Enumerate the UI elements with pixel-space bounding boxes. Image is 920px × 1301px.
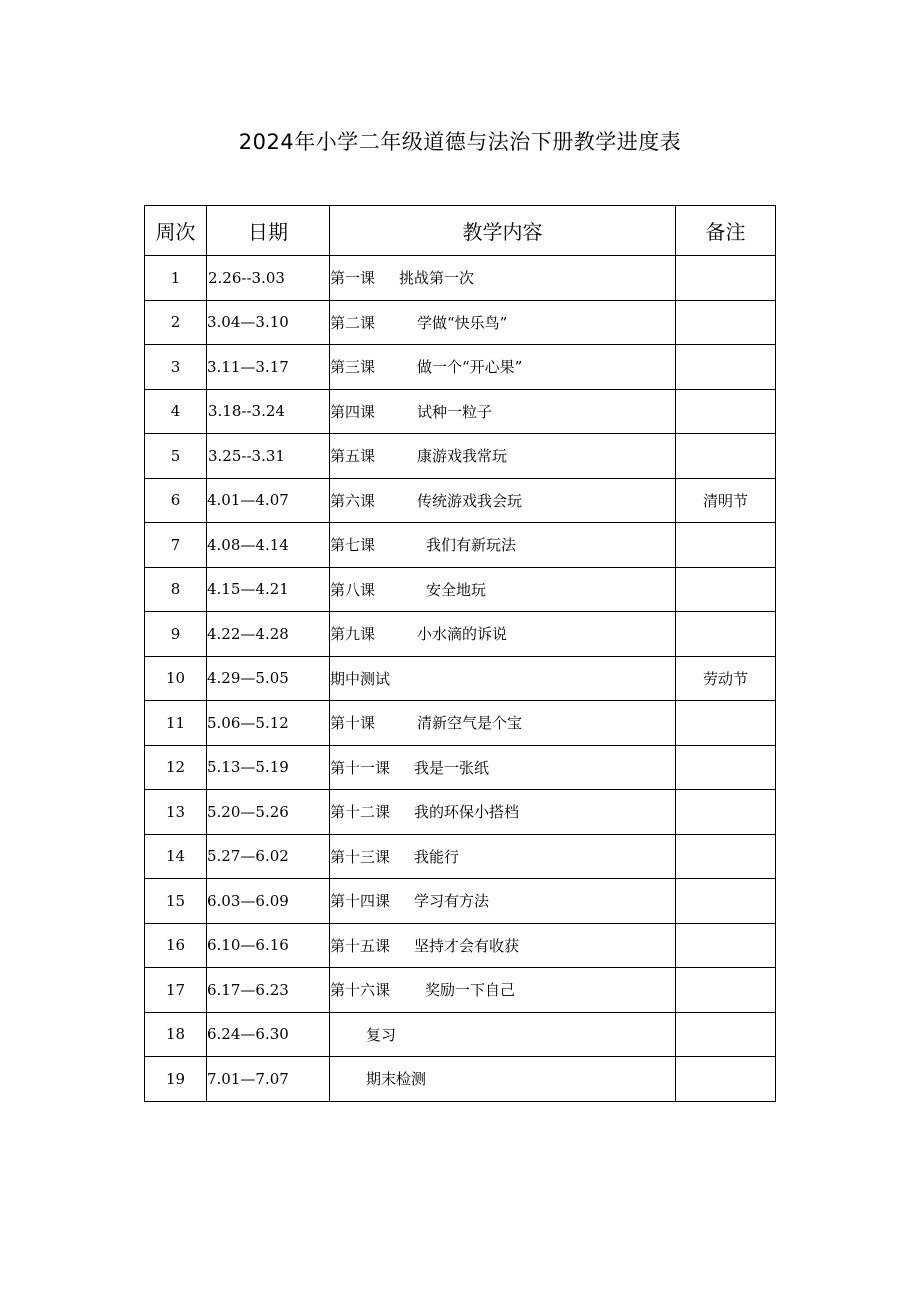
table-row [145,701,776,746]
content-cell [330,1057,676,1102]
lesson-topic: 试种一粒子 [417,402,493,421]
week-cell: 10 [145,656,207,701]
table-row [145,478,776,523]
lesson-topic: 我的环保小搭档 [414,803,520,822]
content-cell [330,701,676,746]
content-cell [330,434,676,479]
table-row [145,879,776,924]
date-cell: 6.17—6.23 [207,968,330,1013]
lesson-label: 第十二课 [330,803,391,822]
note-cell [676,879,776,924]
content-cell [330,745,676,790]
content-cell [330,612,676,657]
table-row [145,389,776,434]
table-row [145,656,776,701]
lesson-topic: 安全地玩 [426,580,487,599]
note-cell [676,389,776,434]
lesson-label: 第一课 [330,269,376,288]
lesson-topic: 学做“快乐鸟” [417,313,508,332]
content-cell [330,879,676,924]
week-cell: 7 [145,523,207,568]
lesson-label: 第十四课 [330,892,391,911]
content-cell [330,389,676,434]
document-title: 2024年小学二年级道德与法治下册教学进度表 [238,130,682,154]
table-row [145,745,776,790]
lesson-topic: 挑战第一次 [399,269,475,288]
lesson-label: 第五课 [330,447,376,466]
lesson-topic: 我们有新玩法 [426,536,517,555]
lesson-label: 第三课 [330,358,376,377]
date-cell: 3.04—3.10 [207,300,330,345]
week-cell: 6 [145,478,207,523]
lesson-label: 第六课 [330,491,376,510]
content-cell [330,656,676,701]
week-cell: 14 [145,834,207,879]
week-cell: 12 [145,745,207,790]
week-cell: 5 [145,434,207,479]
note-cell [676,790,776,835]
lesson-topic: 我是一张纸 [414,758,490,777]
week-cell: 13 [145,790,207,835]
lesson-label: 第十五课 [330,936,391,955]
content-cell [330,1012,676,1057]
date-cell: 4.29—5.05 [207,656,330,701]
date-cell: 5.13—5.19 [207,745,330,790]
header-week: 周次 [145,206,207,256]
note-cell [676,1012,776,1057]
week-cell: 17 [145,968,207,1013]
week-cell: 8 [145,567,207,612]
lesson-topic: 传统游戏我会玩 [417,491,523,510]
header-note: 备注 [676,206,776,256]
note-cell [676,701,776,746]
content-cell [330,567,676,612]
table-row [145,790,776,835]
week-cell: 2 [145,300,207,345]
table-row [145,1057,776,1102]
content-cell [330,345,676,390]
date-cell: 6.10—6.16 [207,923,330,968]
lesson-topic: 清新空气是个宝 [417,714,523,733]
table-row [145,1012,776,1057]
note-cell [676,300,776,345]
note-cell [676,834,776,879]
header-row [145,206,776,256]
lesson-topic: 做一个“开心果” [417,358,523,377]
note-cell [676,567,776,612]
lesson-label: 期末检测 [366,1070,427,1089]
lesson-topic: 坚持才会有收获 [414,936,520,955]
date-cell: 3.25--3.31 [207,434,330,479]
date-cell: 5.20—5.26 [207,790,330,835]
lesson-topic: 我能行 [414,847,460,866]
date-cell: 4.08—4.14 [207,523,330,568]
lesson-label: 第十一课 [330,758,391,777]
lesson-label: 第十三课 [330,847,391,866]
note-cell [676,923,776,968]
week-cell: 9 [145,612,207,657]
date-cell: 4.22—4.28 [207,612,330,657]
week-cell: 4 [145,389,207,434]
note-cell [676,612,776,657]
lesson-topic: 奖励一下自己 [425,981,516,1000]
table-row [145,834,776,879]
lesson-label: 第七课 [330,536,376,555]
table-row [145,300,776,345]
content-cell [330,834,676,879]
table-row [145,345,776,390]
note-cell [676,523,776,568]
date-cell: 4.01—4.07 [207,478,330,523]
schedule-body [145,256,776,1102]
date-cell: 2.26--3.03 [207,256,330,301]
date-cell: 7.01—7.07 [207,1057,330,1102]
week-cell: 16 [145,923,207,968]
week-cell: 1 [145,256,207,301]
table-row [145,523,776,568]
header-content: 教学内容 [330,206,676,256]
table-row [145,612,776,657]
week-cell: 11 [145,701,207,746]
content-cell [330,968,676,1013]
table-row [145,434,776,479]
note-cell [676,345,776,390]
date-cell: 4.15—4.21 [207,567,330,612]
content-cell [330,300,676,345]
table-row [145,968,776,1013]
date-cell: 5.06—5.12 [207,701,330,746]
note-cell [676,745,776,790]
lesson-topic: 学习有方法 [414,892,490,911]
lesson-label: 第四课 [330,402,376,421]
schedule-table [144,205,776,1102]
lesson-label: 第十六课 [330,981,391,1000]
lesson-label: 第八课 [330,580,376,599]
table-row [145,923,776,968]
header-date: 日期 [207,206,330,256]
note-cell [676,968,776,1013]
note-cell: 清明节 [676,478,776,523]
week-cell: 18 [145,1012,207,1057]
content-cell [330,923,676,968]
note-cell [676,434,776,479]
note-cell [676,1057,776,1102]
lesson-topic: 康游戏我常玩 [417,447,508,466]
lesson-label: 复习 [366,1025,397,1044]
lesson-label: 第九课 [330,625,376,644]
date-cell: 6.24—6.30 [207,1012,330,1057]
date-cell: 6.03—6.09 [207,879,330,924]
date-cell: 3.18--3.24 [207,389,330,434]
table-row [145,567,776,612]
note-cell [676,256,776,301]
note-cell: 劳动节 [676,656,776,701]
content-cell [330,256,676,301]
week-cell: 15 [145,879,207,924]
lesson-topic: 小水滴的诉说 [417,625,508,644]
lesson-label: 第十课 [330,714,376,733]
date-cell: 5.27—6.02 [207,834,330,879]
week-cell: 19 [145,1057,207,1102]
lesson-label: 第二课 [330,313,376,332]
content-cell [330,523,676,568]
table-row [145,256,776,301]
date-cell: 3.11—3.17 [207,345,330,390]
content-cell [330,790,676,835]
content-cell [330,478,676,523]
lesson-label: 期中测试 [330,669,391,688]
week-cell: 3 [145,345,207,390]
